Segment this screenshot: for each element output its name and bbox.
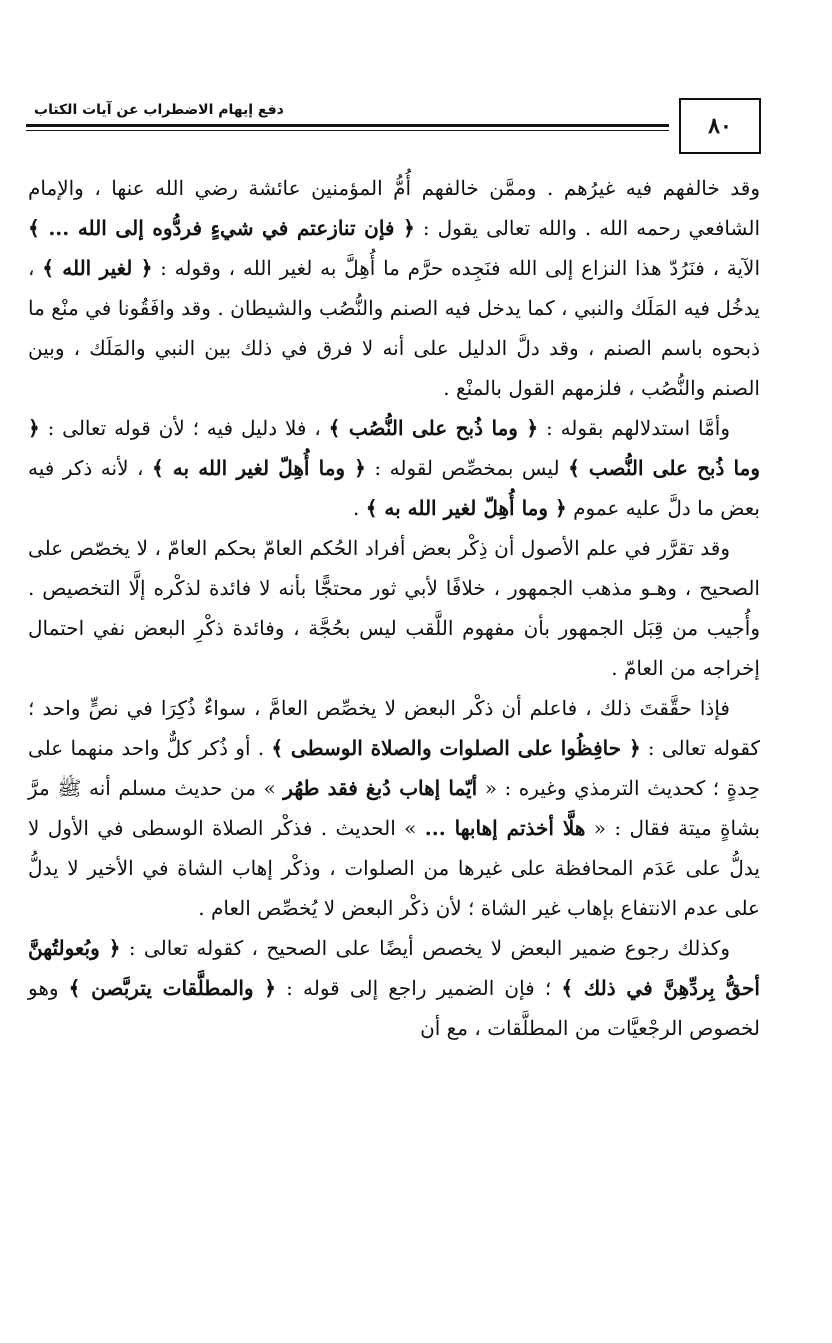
text-run: وقد خالفهم فيه غيرُهم . وممَّن خالفهم أُمُّ المؤمنين عائشة رضي الله عنها ، والإمام الشافعي رحمه الله . والله تعالى يقول : xyxy=(28,176,761,240)
header-rule-thick xyxy=(26,124,669,127)
quoted-text: ﴿ وما أُهِلّ لغير الله به ﴾ xyxy=(151,456,366,480)
running-title: دفع إيهام الاضطراب عن آيات الكتاب xyxy=(34,102,284,118)
text-run: . xyxy=(352,496,366,520)
quoted-text: أيّما إهاب دُبغ فقد طهُر xyxy=(283,776,478,800)
page-number: ٨٠ xyxy=(708,113,732,139)
text-run: وقد تقرَّر في علم الأصول أن ذِكْر بعض أفراد الحُكم العامّ بحكم العامّ ، لا يخصّص على الصحيح ، وهـو مذهب الجمهور ، خلافًا لأبي ثور محتجًّا بأنه لا فائدة لذكْره إلَّا التخصيص . وأُجيب من قِبَل الجمهور بأن مفهوم اللَّقب ليس بحُجَّة ، وفائدة ذكْرِ البعض نفي احتمال إخراجه من العامّ . xyxy=(28,536,760,680)
text-run: ، يدخُل فيه المَلَك والنبي ، كما يدخل فيه الصنم والنُّصُب والشيطان . وقد وافَقُونا في منْع ما ذبحوه باسم الصنم ، وقد دلَّ الدليل على أنه لا فرق في ذلك بين النبي والمَلَك ، وبين الصنم والنُّصُب ، فلزمهم القول بالمنْع . xyxy=(28,256,760,400)
quoted-text: ﴿ وبُعولتُهنَّ أحقُّ بِردِّهِنَّ في ذلك ﴾ xyxy=(28,936,760,1000)
text-run: وكذلك رجوع ضمير البعض لا يخصص أيضًا على الصحيح ، كقوله تعالى : xyxy=(120,936,730,960)
text-run: ليس بمخصِّص لقوله : xyxy=(365,456,569,480)
quoted-text: ﴿ فإن تنازعتم في شيءٍ فردُّوه إلى الله ... ﴾ xyxy=(28,216,415,240)
text-run: وهو لخصوص الرجْعيَّات من المطلَّقات ، مع أن xyxy=(28,976,760,1040)
quoted-text: هلَّا أخذتم إهابها ... xyxy=(424,816,586,840)
paragraph xyxy=(28,528,760,688)
text-run: ، فلا دليل فيه ؛ لأن قوله تعالى : xyxy=(39,416,329,440)
header-rule-thin xyxy=(26,130,669,131)
quoted-text: ﴿ وما ذُبح على النُّصُب ﴾ xyxy=(328,416,539,440)
paragraph xyxy=(28,688,760,928)
body-text xyxy=(28,168,760,1048)
paragraph xyxy=(28,928,760,1048)
text-run: فإذا حقَّقتَ ذلك ، فاعلم أن ذكْر البعض لا يخصِّص العامَّ ، سواءٌ ذُكِرَا في نصٍّ واحد ؛ كقوله تعالى : xyxy=(28,696,760,760)
quoted-text: ﴿ والمطلَّقات يتربَّصن ﴾ xyxy=(68,976,277,1000)
paragraph xyxy=(28,168,760,408)
text-run: ، لأنه ذكر فيه بعض ما دلَّ عليه عموم xyxy=(28,456,760,520)
text-run: . أو ذُكر كلٌّ واحد منهما على حِدةٍ ؛ كحديث الترمذي وغيره : « xyxy=(28,736,761,800)
quoted-text: ﴿ حافِظُوا على الصلوات والصلاة الوسطى ﴾ xyxy=(271,736,641,760)
text-run: » من حديث مسلم أنه ﷺ مرَّ بشاةٍ ميتة فقال : « xyxy=(28,776,761,840)
paragraph xyxy=(28,408,760,528)
text-run: » الحديث . فذكْر الصلاة الوسطى في الأول لا يدلُّ على عَدَم المحافظة على غيرها من الصلوات ، وذكْر إهاب الشاة في الأخير لا يدلُّ على عدم الانتفاع بإهاب غير الشاة ؛ لأن ذكْر البعض لا يُخصِّص العام . xyxy=(28,816,760,920)
quoted-text: ﴿ وما أُهِلّ لغير الله به ﴾ xyxy=(365,496,567,520)
quoted-text: ﴿ لغير الله ﴾ xyxy=(42,256,153,280)
quoted-text: ﴿ وما ذُبح على النُّصب ﴾ xyxy=(28,416,760,480)
page-header xyxy=(26,98,761,158)
text-run: وأمَّا استدلالهم بقوله : xyxy=(538,416,730,440)
text-run: الآية ، فنَرُدّ هذا النزاع إلى الله فنَجِده حرَّم ما أُهِلَّ به لغير الله ، وقوله : xyxy=(152,256,761,280)
text-run: ؛ فإن الضمير راجع إلى قوله : xyxy=(276,976,562,1000)
page-number-box xyxy=(679,98,761,154)
